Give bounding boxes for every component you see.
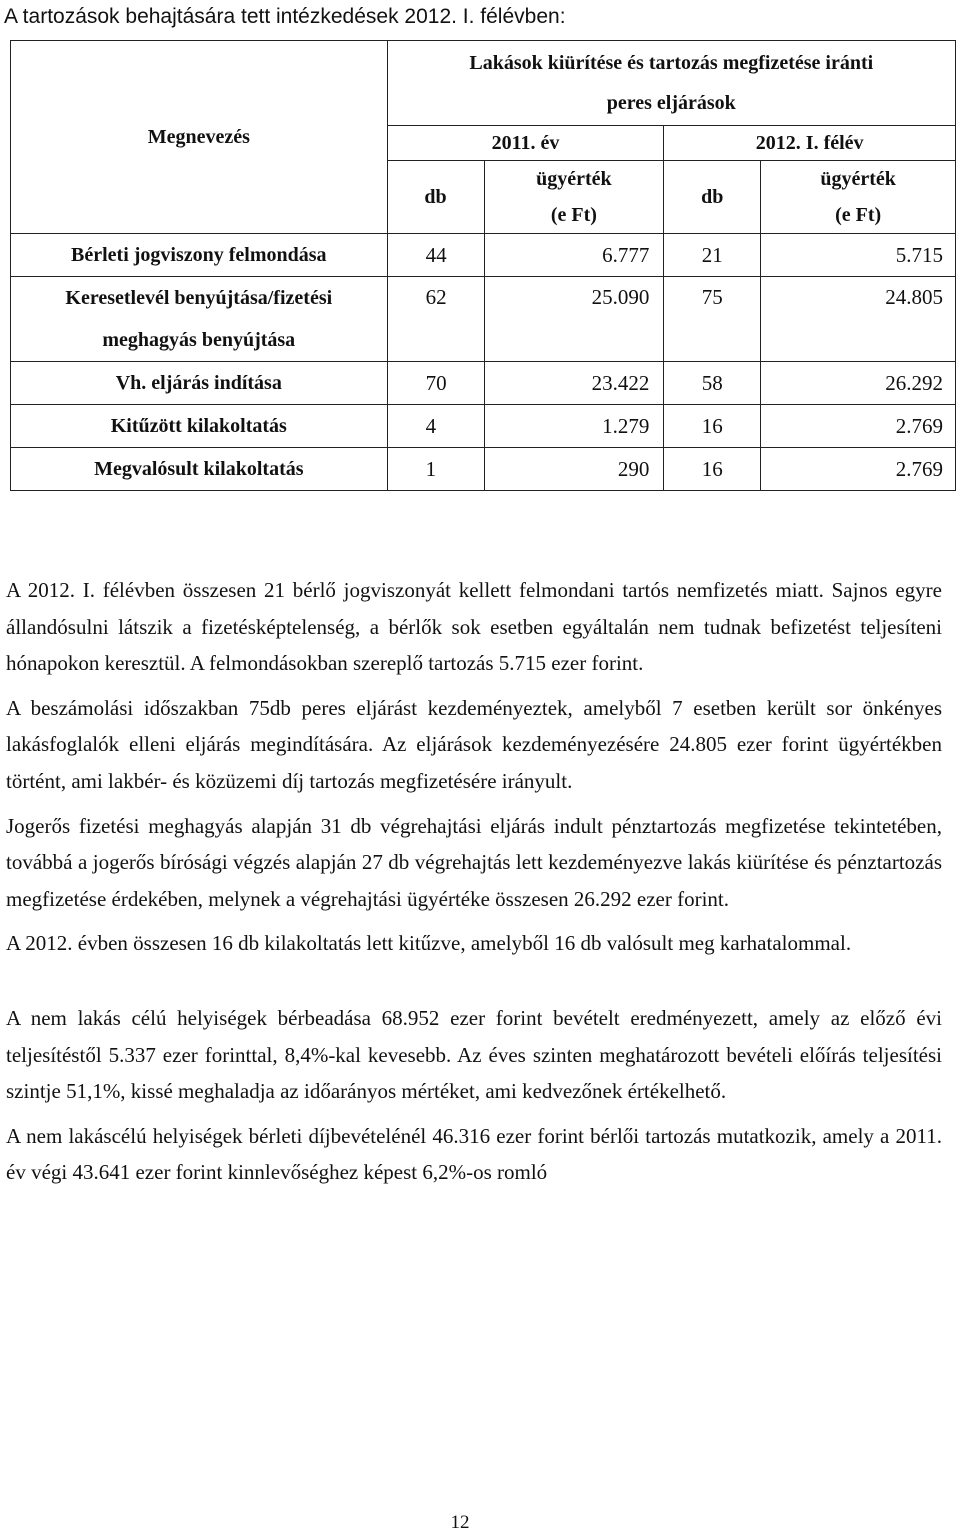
value-header-2012 (761, 161, 956, 234)
page-number: 12 (450, 1512, 470, 1533)
db-2012-cell: 21 (664, 234, 761, 277)
db-2012-cell: 16 (664, 448, 761, 491)
table-title (387, 41, 955, 126)
table-row (11, 405, 956, 448)
value-header-2012-line1: ügyérték (820, 168, 896, 190)
db-2012-cell: 75 (664, 277, 761, 362)
value-header-2011 (484, 161, 664, 234)
db-header-2012 (664, 161, 761, 234)
table-row (11, 362, 956, 405)
body-text (6, 572, 942, 1199)
value-header-2011-line2: (e Ft) (550, 204, 597, 226)
table-row (11, 448, 956, 491)
paragraph-enforcement: Jogerős fizetési meghagyás alapján 31 db végrehajtási eljárás indult pénztartozás megfizetése tekintetében, továbbá a jogerős bírósági végzés alapján 27 db végrehajtás lett kezdeményezve lakás kiürítése és pénztartozás megfizetése érdekében, melynek a végrehajtási ügyértéke összesen 26.292 ezer forint. (6, 813, 942, 911)
table-title-line1: Lakások kiürítése és tartozás megfizetése iránti (469, 52, 874, 74)
row-label-line2: meghagyás benyújtása (102, 329, 296, 351)
value-2011-cell: 290 (484, 448, 664, 491)
table-title-line2: peres eljárások (606, 92, 736, 114)
value-2012-cell: 2.769 (761, 405, 956, 448)
paragraph-commercial-rent: A nem lakás célú helyiségek bérbeadása 68.952 ezer forint bevételt eredményezett, amely az előző évi teljesítéstől 5.337 ezer forinttal, 8,4%-kal kevesebb. Az éves szinten meghatározott bevételi előírás teljesítési szintje 51,1%, kissé meghaladja az időarányos mértéket, ami kedvezőnek értékelhető. (6, 1005, 942, 1104)
paragraph-lawsuits: A beszámolási időszakban 75db peres eljárást kezdeményeztek, amelyből 7 esetben került sor önkényes lakásfoglalók elleni eljárás megindítására. Az eljárások kezdeményezésére 24.805 ezer forint ügyértékben történt, ami lakbér- és közüzemi díj tartozás megfizetésére irányult. (6, 695, 942, 793)
db-2011-cell: 44 (387, 234, 484, 277)
debt-collection-table (10, 40, 956, 491)
value-2012-cell: 26.292 (761, 362, 956, 405)
value-header-2012-line2: (e Ft) (835, 204, 882, 226)
value-2011-cell: 25.090 (484, 277, 664, 362)
db-header-2011-label: db (424, 186, 447, 208)
value-2012-cell: 2.769 (761, 448, 956, 491)
table-row (11, 277, 956, 362)
db-2011-cell: 4 (387, 405, 484, 448)
table-row (11, 234, 956, 277)
value-header-2011-line1: ügyérték (536, 168, 612, 190)
row-label: Megvalósult kilakoltatás (11, 448, 388, 491)
db-2012-cell: 16 (664, 405, 761, 448)
value-2012-cell: 24.805 (761, 277, 956, 362)
name-column-header: Megnevezés (11, 41, 388, 234)
db-2012-cell: 58 (664, 362, 761, 405)
paragraph-terminations: A 2012. I. félévben összesen 21 bérlő jogviszonyát kellett felmondani tartós nemfizetés miatt. Sajnos egyre állandósulni látszik a fizetésképtelenség, a bérlők sok esetben egyáltalán nem tudnak befizetést teljesíteni hónapokon keresztül. A felmondásokban szereplő tartozás 5.715 ezer forint. (6, 578, 942, 676)
table-header-row (11, 41, 956, 126)
db-2011-cell: 62 (387, 277, 484, 362)
db-header-2012-label: db (701, 186, 724, 208)
value-2011-cell: 23.422 (484, 362, 664, 405)
paragraph-evictions: A 2012. évben összesen 16 db kilakoltatás lett kitűzve, amelyből 16 db valósult meg karhatalommal. (6, 931, 852, 956)
db-2011-cell: 1 (387, 448, 484, 491)
row-label: Vh. eljárás indítása (11, 362, 388, 405)
value-2012-cell: 5.715 (761, 234, 956, 277)
db-2011-cell: 70 (387, 362, 484, 405)
value-2011-cell: 6.777 (484, 234, 664, 277)
page-header: A tartozások behajtására tett intézkedések 2012. I. félévben: (4, 5, 566, 28)
db-header-2011 (387, 161, 484, 234)
paragraph-tenant-debt: A nem lakáscélú helyiségek bérleti díjbevételénél 46.316 ezer forint bérlői tartozás mutatkozik, amely a 2011. év végi 43.641 ezer forint kinnlevőséghez képest 6,2%-os romló (6, 1123, 942, 1185)
value-2011-cell: 1.279 (484, 405, 664, 448)
period-2012-header: 2012. I. félév (664, 126, 956, 161)
period-2011-header: 2011. év (387, 126, 664, 161)
row-label (11, 277, 388, 362)
row-label: Kitűzött kilakoltatás (11, 405, 388, 448)
row-label-line1: Keresetlevél benyújtása/fizetési (65, 287, 333, 309)
row-label: Bérleti jogviszony felmondása (11, 234, 388, 277)
